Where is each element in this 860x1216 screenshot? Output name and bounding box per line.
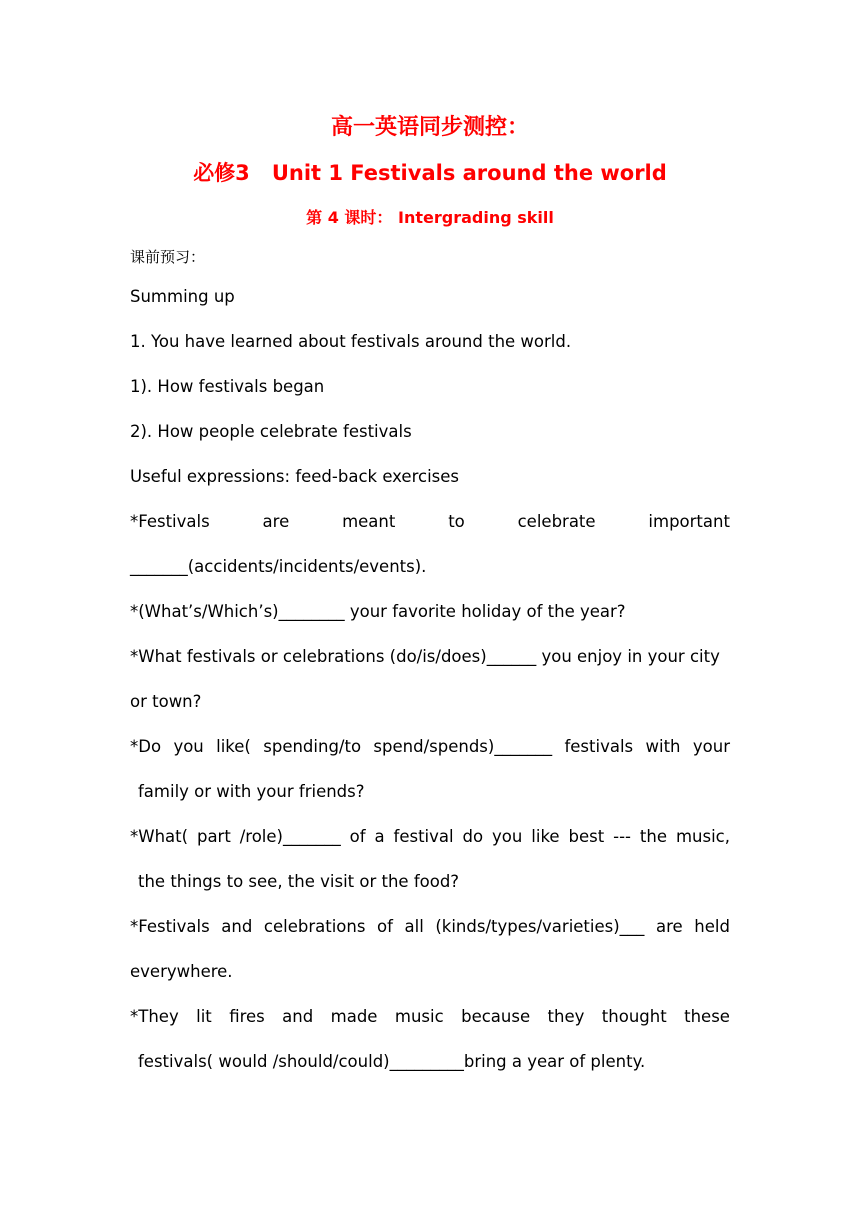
book-label: 必修3	[193, 161, 250, 185]
exercise-6-line-1	[130, 915, 730, 939]
lesson-label: 第 4 课时：	[306, 208, 393, 227]
word: of	[377, 917, 393, 936]
exercise-7-line-1	[130, 1005, 730, 1029]
exercise-1-line-1	[130, 510, 730, 534]
exercise-2: *(What’s/Which’s)________ your favorite holiday of the year?	[130, 602, 626, 621]
sub-point-2: 2). How people celebrate festivals	[130, 422, 412, 441]
word: celebrations	[263, 917, 366, 936]
word: music	[394, 1007, 444, 1026]
word: festivals	[564, 737, 634, 756]
word: part	[196, 827, 231, 846]
word: *What(	[130, 827, 189, 846]
word: celebrate	[517, 512, 596, 531]
word: are	[656, 917, 683, 936]
word: (kinds/types/varieties)___	[435, 917, 645, 936]
word: fires	[229, 1007, 265, 1026]
word: like(	[216, 737, 251, 756]
word: *Festivals	[130, 917, 210, 936]
word: they	[547, 1007, 585, 1026]
word: best	[568, 827, 605, 846]
word: lit	[196, 1007, 212, 1026]
useful-expressions: Useful expressions: feed-back exercises	[130, 467, 460, 486]
word: you	[173, 737, 204, 756]
point-1: 1. You have learned about festivals around the world.	[130, 332, 572, 351]
word: are	[262, 512, 290, 531]
word: *They	[130, 1007, 179, 1026]
exercise-4-line-2: family or with your friends?	[138, 782, 365, 801]
word: *Do	[130, 737, 162, 756]
word: because	[461, 1007, 531, 1026]
exercise-5-line-2: the things to see, the visit or the food?	[138, 872, 460, 891]
word: music,	[675, 827, 730, 846]
word: your	[692, 737, 730, 756]
word: these	[684, 1007, 730, 1026]
word: of	[349, 827, 366, 846]
word: /role)_______	[239, 827, 341, 846]
unit-label: Unit 1 Festivals around the world	[271, 161, 667, 185]
word: do	[462, 827, 484, 846]
document-title: 高一英语同步测控：	[330, 115, 529, 140]
word: like	[531, 827, 560, 846]
summing-up-heading: Summing up	[130, 287, 235, 306]
exercise-3-line-2: or town?	[130, 692, 202, 711]
word: ---	[613, 827, 631, 846]
word: spend/spends)_______	[373, 737, 553, 756]
lesson-title	[0, 206, 860, 230]
word: thought	[601, 1007, 667, 1026]
word: to	[448, 512, 465, 531]
word: with	[645, 737, 681, 756]
word: and	[282, 1007, 314, 1026]
exercise-3-line-1: *What festivals or celebrations (do/is/does)______ you enjoy in your city	[130, 647, 720, 666]
word: *Festivals	[130, 512, 210, 531]
lesson-name: Intergrading skill	[398, 208, 554, 227]
word: festival	[393, 827, 454, 846]
exercise-7-line-2: festivals( would /should/could)_________bring a year of plenty.	[138, 1052, 646, 1071]
section-label: 课前预习：	[130, 248, 206, 266]
word: all	[404, 917, 424, 936]
word: you	[492, 827, 523, 846]
word: meant	[342, 512, 396, 531]
word: held	[694, 917, 730, 936]
word: the	[639, 827, 668, 846]
word: spending/to	[263, 737, 362, 756]
word: made	[330, 1007, 378, 1026]
word: a	[374, 827, 385, 846]
word: important	[648, 512, 730, 531]
exercise-6-line-2: everywhere.	[130, 962, 233, 981]
sub-point-1: 1). How festivals began	[130, 377, 325, 396]
word: and	[221, 917, 253, 936]
unit-title	[0, 158, 860, 188]
exercise-1-line-2: _______(accidents/incidents/events).	[130, 557, 427, 576]
exercise-4-line-1	[130, 735, 730, 759]
exercise-5-line-1	[130, 825, 730, 849]
